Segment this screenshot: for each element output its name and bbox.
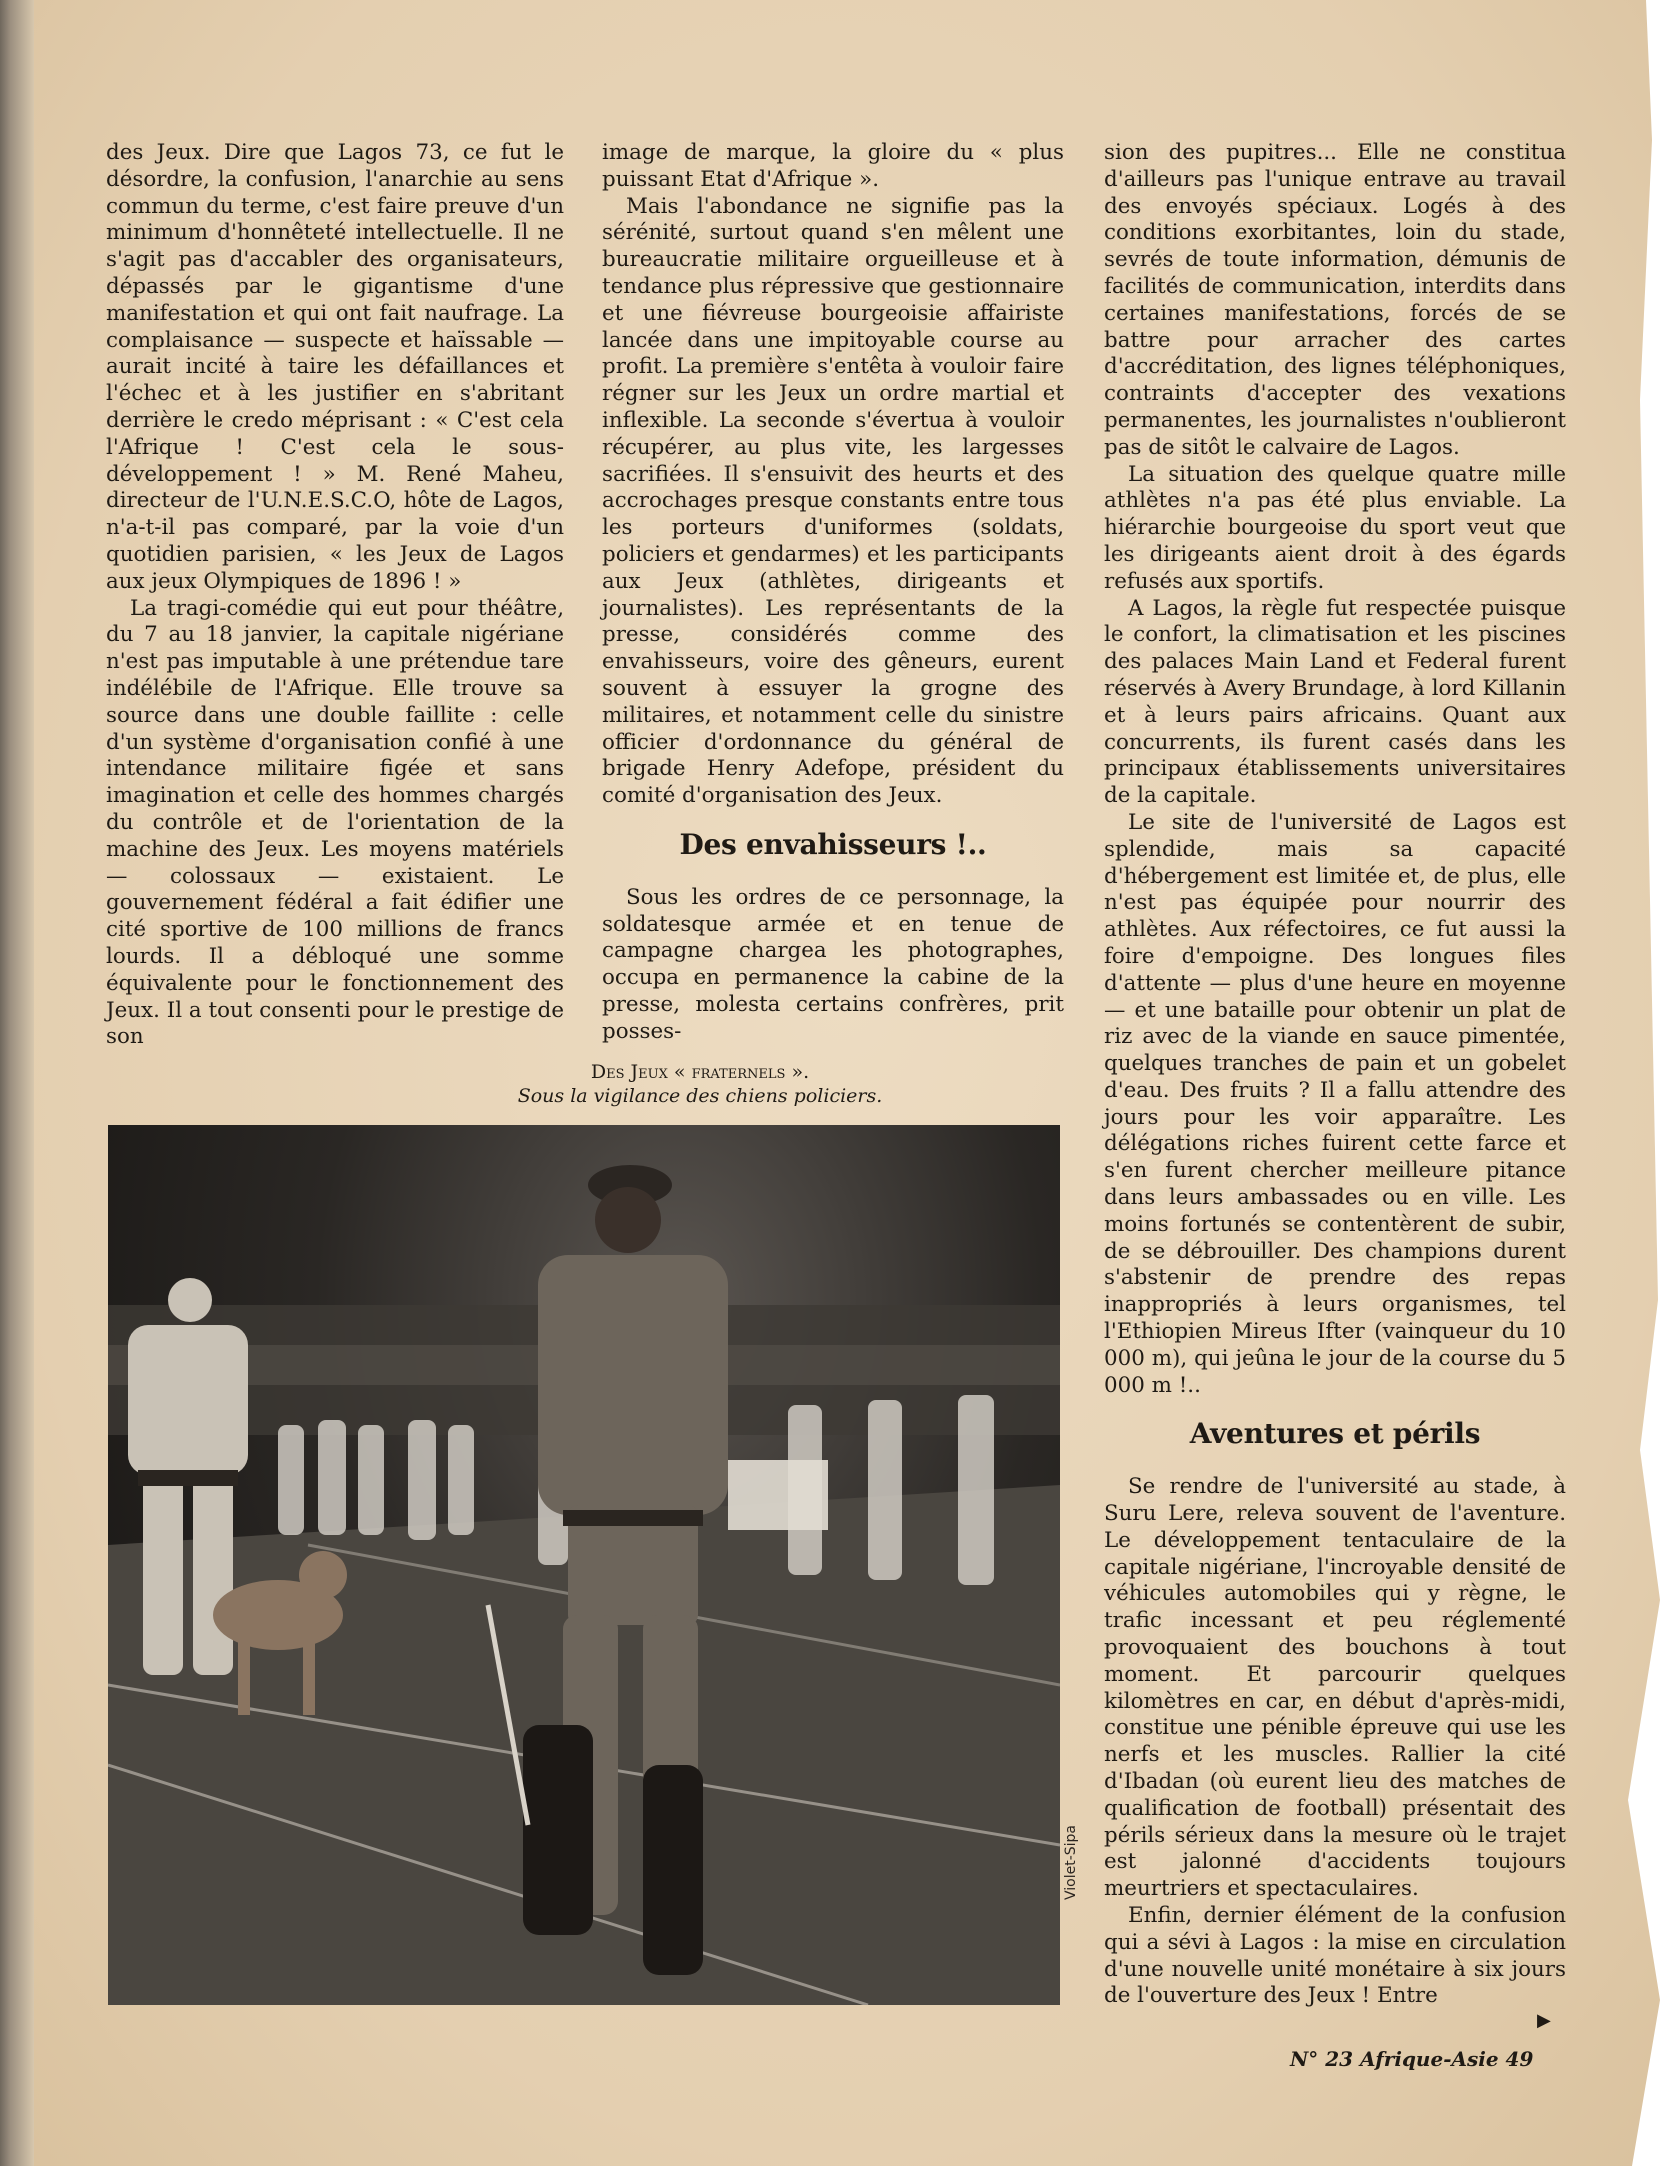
column-1 [106, 140, 564, 1051]
paragraph: sion des pupitres... Elle ne constitua d'ailleurs pas l'unique entrave au travail des envoyés spéciaux. Logés à des conditions exorbitantes, loin du stade, sevrés de toute information, démunis de facilités de communication, interdits dans certaines manifestations, forcés de se battre pour arracher des cartes d'accréditation, des lignes téléphoniques, contraints d'accepter des vexations permanentes, les journalistes n'oublieront pas de sitôt le calvaire de Lagos. [1104, 140, 1566, 460]
photo-credit: Violet-Sipa [1063, 1824, 1079, 1900]
continue-arrow-icon: ▶ [1537, 2010, 1551, 2031]
paragraph: Se rendre de l'université au stade, à Suru Lere, releva souvent de l'aventure. Le développement tentaculaire de la capitale nigériane, l'incroyable densité de véhicules automobiles qui y règne, le trafic incessant et peu réglementé provoquaient des bouchons à tout moment. Et parcourir quelques kilomètres en car, en début d'après-midi, constitue une pénible épreuve qui use les nerfs et les muscles. Rallier la cité d'Ibadan (où eurent lieu des matches de qualification de football) présentait des périls sérieux dans la mesure où le trajet est jalonné d'accidents toujours meurtriers et spectaculaires. [1104, 1474, 1566, 1902]
section-heading: Aventures et périls [1189, 1417, 1481, 1451]
page-gutter [0, 0, 34, 2166]
caption-title: Des Jeux « fraternels ». [590, 1061, 810, 1083]
paragraph: Enfin, dernier élément de la confusion qui a sévi à Lagos : la mise en circulation d'une nouvelle unité monétaire à six jours de l'ouverture des Jeux ! Entre [1104, 1903, 1566, 2009]
paragraph: Mais l'abondance ne signifie pas la sérénité, surtout quand s'en mêlent une bureaucratie militaire orgueilleuse et à tendance plus répressive que gestionnaire et une fiévreuse bourgeoisie affairiste lancée dans une impitoyable course au profit. La première s'entêta à vouloir faire régner sur les Jeux un ordre martial et inflexible. La seconde s'évertua à vouloir récupérer, au plus vite, les largesses sacrifiées. Il s'ensuivit des heurts et des accrochages presque constants entre tous les porteurs d'uniformes (soldats, policiers et gendarmes) et les participants aux Jeux (athlètes, dirigeants et journalistes). Les représentants de la presse, considérés comme des envahisseurs, voire des gêneurs, eurent souvent à essuyer la grogne des militaires, et notamment celle du sinistre officier d'ordonnance du général de brigade Henry Adefope, président du comité d'organisation des Jeux. [602, 193, 1064, 809]
photo-caption [380, 1060, 1020, 1108]
photo-illustration [108, 1125, 1060, 2005]
section-heading: Des envahisseurs !.. [679, 827, 987, 861]
paragraph: Sous les ordres de ce personnage, la soldatesque armée et en tenue de campagne chargea les photographes, occupa en permanence la cabine de la presse, molesta certains confrères, prit posses- [602, 884, 1064, 1044]
paragraph: image de marque, la gloire du « plus puissant Etat d'Afrique ». [602, 140, 1064, 192]
page-footer: N° 23 Afrique-Asie 49 [1290, 2047, 1534, 2071]
photo-police-parade [108, 1125, 1060, 2005]
paragraph: des Jeux. Dire que Lagos 73, ce fut le désordre, la confusion, l'anarchie au sens commun du terme, c'est faire preuve d'un minimum d'honnêteté intellectuelle. Il ne s'agit pas d'accabler des organisateurs, dépassés par le gigantisme d'une manifestation et qui ont fait naufrage. La complaisance — suspecte et haïssable — aurait incité à taire les défaillances et l'échec et à les justifier en s'abritant derrière le credo méprisant : « C'est cela l'Afrique ! C'est cela le sous-développement ! » M. René Maheu, directeur de l'U.N.E.S.C.O, hôte de Lagos, n'a-t-il pas comparé, par la voie d'un quotidien parisien, « les Jeux de Lagos aux jeux Olympiques de 1896 ! » [106, 140, 564, 594]
paragraph: A Lagos, la règle fut respectée puisque le confort, la climatisation et les piscines des palaces Main Land et Federal furent réservés à Avery Brundage, à lord Killanin et à leurs pairs africains. Quant aux concurrents, ils furent casés dans les principaux établissements universitaires de la capitale. [1104, 595, 1566, 809]
column-3 [1104, 140, 1566, 2010]
paragraph: La tragi-comédie qui eut pour théâtre, du 7 au 18 janvier, la capitale nigériane n'est pas imputable à une prétendue tare indélébile de l'Afrique. Elle trouve sa source dans une double faillite : celle d'un système d'organisation confié à une intendance militaire figée et sans imagination et celle des hommes chargés du contrôle et de l'orientation de la machine des Jeux. Les moyens matériels — colossaux — existaient. Le gouvernement fédéral a fait édifier une cité sportive de 100 millions de francs lourds. Il a débloqué une somme équivalente pour le fonctionnement des Jeux. Il a tout consenti pour le prestige de son [106, 595, 564, 1050]
paragraph: La situation des quelque quatre mille athlètes n'a pas été plus enviable. La hiérarchie bourgeoise du sport veut que les dirigeants aient droit à des égards refusés aux sportifs. [1104, 461, 1566, 594]
column-2 [602, 140, 1064, 1046]
caption-subtitle: Sous la vigilance des chiens policiers. [517, 1085, 883, 1107]
paragraph: Le site de l'université de Lagos est splendide, mais sa capacité d'hébergement est limitée et, de plus, elle n'est pas équipée pour nourrir des athlètes. Aux réfectoires, ce fut aussi la foire d'empoigne. Des longues files d'attente — plus d'une heure en moyenne — et une bataille pour obtenir un plat de riz avec de la viande en sauce pimentée, quelques tranches de pain et un gobelet d'eau. Des fruits ? Il a fallu attendre des jours pour les voir apparaître. Les délégations riches fuirent cette farce et s'en furent chercher meilleure pitance dans leurs ambassades ou en ville. Les moins fortunés se contentèrent de subir, de se débrouiller. Des champions durent s'abstenir de prendre des repas inappropriés à leurs organismes, tel l'Ethiopien Mireus Ifter (vainqueur du 10 000 m), qui jeûna le jour de la course du 5 000 m !.. [1104, 809, 1566, 1398]
torn-edge [1600, 0, 1680, 2166]
